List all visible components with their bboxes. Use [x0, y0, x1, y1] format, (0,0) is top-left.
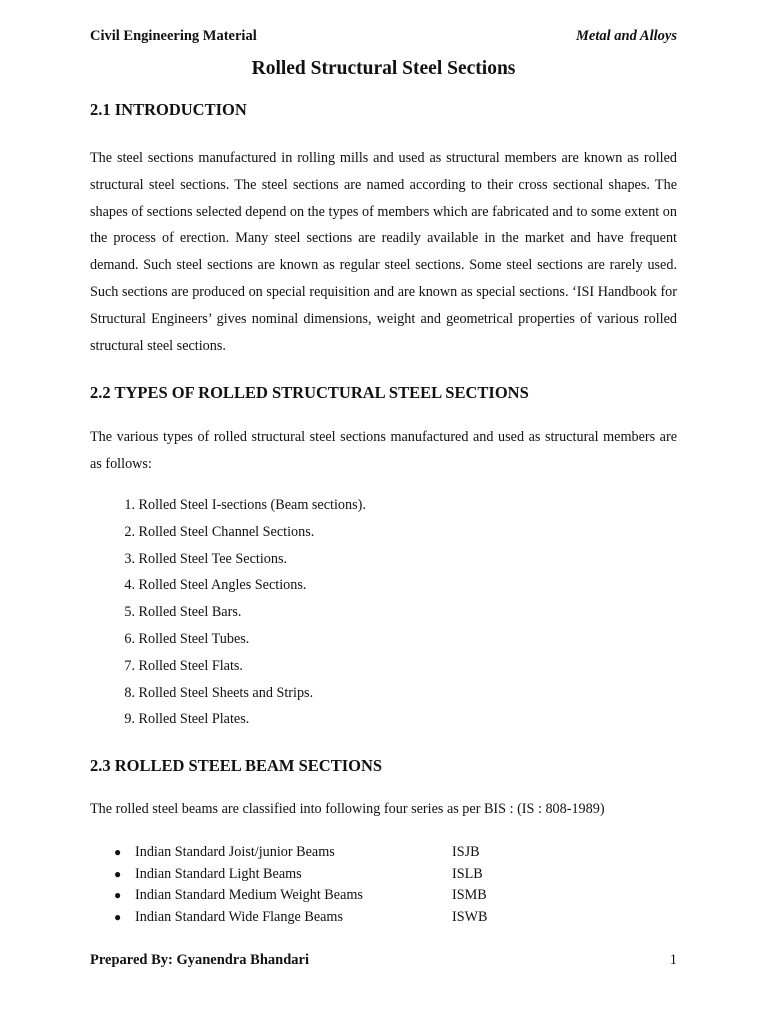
list-item [90, 519, 366, 546]
series-code: ISJB [452, 844, 480, 860]
document-page [90, 0, 677, 1024]
list-item-number: 6. [124, 630, 135, 647]
page-header [90, 28, 677, 48]
list-item-text: Rolled Steel Flats. [138, 657, 243, 674]
list-item-text: Rolled Steel Channel Sections. [138, 523, 315, 540]
series-name: Indian Standard Medium Weight Beams [135, 887, 363, 903]
footer-author: Prepared By: Gyanendra Bhandari [90, 952, 310, 968]
beam-sections-intro: The rolled steel beams are classified into following four series as per BIS : (IS : 808-1989) [90, 801, 605, 817]
bullet-icon: ● [114, 845, 122, 859]
bullet-icon: ● [114, 909, 122, 924]
list-item [90, 599, 366, 626]
series-code: ISMB [452, 887, 487, 903]
list-item-text: Rolled Steel Angles Sections. [138, 577, 307, 594]
section-heading-types: 2.2 TYPES OF ROLLED STRUCTURAL STEEL SECTIONS [90, 383, 529, 402]
types-intro-paragraph: The various types of rolled structural steel sections manufactured and used as structural members are as follows: [90, 429, 677, 472]
list-item-text: Rolled Steel Tee Sections. [138, 550, 288, 567]
header-course-title: Civil Engineering Material [90, 28, 257, 44]
list-item-text: Rolled Steel Plates. [138, 711, 250, 728]
series-name: Indian Standard Joist/junior Beams [135, 844, 335, 860]
series-name: Indian Standard Light Beams [135, 865, 302, 882]
document-title: Rolled Structural Steel Sections [251, 58, 516, 79]
list-item-text: Rolled Steel Tubes. [138, 630, 250, 647]
list-item-number: 4. [124, 577, 135, 594]
header-chapter-title: Metal and Alloys [576, 28, 677, 44]
introduction-paragraph: The steel sections manufactured in rolling mills and used as structural members are known as rolled structural steel sections. The steel sections are named according to their cross sectional shapes. The shapes of sections selected depend on the types of members which are fabricated and to some extent on the process of erection. Many steel sections are readily available in the market and have frequent demand. Such steel sections are known as regular steel sections. Some steel sections are rarely used. Such sections are produced on special requisition and are known as special sections. ‘ISI Handbook for Structural Engineers’ gives nominal dimensions, weight and geometrical properties of various rolled structural steel sections. [90, 150, 677, 354]
list-item-text: Rolled Steel Bars. [138, 604, 242, 621]
series-code: ISWB [452, 908, 488, 925]
page-number: 1 [669, 952, 677, 968]
list-item [90, 706, 366, 733]
list-item-number: 1. [124, 497, 135, 513]
list-item-number: 8. [124, 684, 135, 701]
list-item [90, 680, 366, 707]
series-name: Indian Standard Wide Flange Beams [135, 908, 343, 925]
series-code: ISLB [452, 865, 483, 882]
list-item [90, 653, 366, 680]
list-item-number: 9. [124, 711, 135, 728]
list-item-number: 2. [124, 523, 135, 540]
section-heading-introduction: 2.1 INTRODUCTION [90, 100, 247, 119]
list-item-text: Rolled Steel Sheets and Strips. [138, 684, 314, 701]
list-item-number: 7. [124, 657, 135, 674]
list-item-text: Rolled Steel I-sections (Beam sections). [138, 497, 366, 513]
list-item [90, 546, 366, 573]
list-item [90, 572, 366, 599]
bullet-icon: ● [114, 866, 122, 881]
types-list [90, 492, 366, 733]
list-item [90, 492, 366, 519]
list-item-number: 5. [124, 604, 135, 621]
list-item [90, 626, 366, 653]
list-item-number: 3. [124, 550, 135, 567]
bullet-icon: ● [114, 888, 122, 902]
section-heading-beam-sections: 2.3 ROLLED STEEL BEAM SECTIONS [90, 756, 383, 775]
